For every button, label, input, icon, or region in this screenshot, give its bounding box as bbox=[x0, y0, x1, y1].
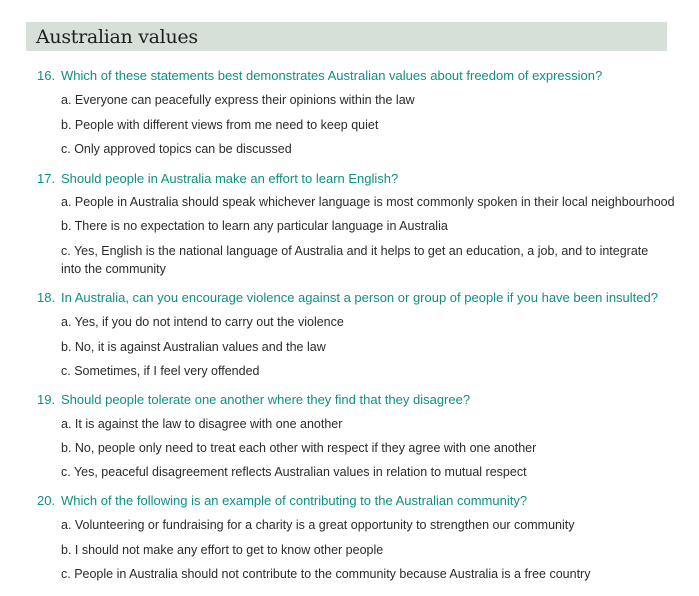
question-number: 18. bbox=[37, 290, 56, 305]
section-title: Australian values bbox=[36, 26, 198, 48]
question-text: Should people tolerate one another where they find that they disagree? bbox=[61, 392, 471, 407]
answer-option[interactable]: b. People with different views from me need to keep quiet bbox=[61, 118, 379, 132]
answer-option[interactable]: a. It is against the law to disagree with one another bbox=[61, 417, 343, 431]
answer-option[interactable]: c. Yes, English is the national language of Australia and it helps to get an education, a job, and to integrate into the community bbox=[61, 244, 649, 276]
question-number: 20. bbox=[37, 493, 56, 508]
answer-option[interactable]: c. Yes, peaceful disagreement reflects Australian values in relation to mutual respect bbox=[61, 465, 527, 479]
answer-option[interactable]: c. People in Australia should not contribute to the community because Australia is a free country bbox=[61, 567, 591, 581]
answer-option[interactable]: a. People in Australia should speak whichever language is most commonly spoken in their local neighbourhood bbox=[61, 195, 675, 209]
answer-option[interactable]: b. I should not make any effort to get to know other people bbox=[61, 543, 384, 557]
question-number: 19. bbox=[37, 392, 56, 407]
section-header bbox=[26, 22, 667, 51]
answer-option[interactable]: a. Yes, if you do not intend to carry out the violence bbox=[61, 315, 344, 329]
question-number: 17. bbox=[37, 171, 56, 186]
answer-option[interactable]: b. No, it is against Australian values and the law bbox=[61, 340, 326, 354]
question-number: 16. bbox=[37, 68, 56, 83]
answer-option[interactable]: c. Sometimes, if I feel very offended bbox=[61, 364, 260, 378]
question-text: Which of these statements best demonstrates Australian values about freedom of expression? bbox=[61, 68, 603, 83]
answer-option[interactable]: b. No, people only need to treat each other with respect if they agree with one another bbox=[61, 441, 537, 455]
question-text: In Australia, can you encourage violence against a person or group of people if you have been insulted? bbox=[61, 290, 658, 305]
answer-option[interactable]: c. Only approved topics can be discussed bbox=[61, 142, 292, 156]
question-text: Which of the following is an example of contributing to the Australian community? bbox=[61, 493, 528, 508]
answer-option[interactable]: a. Everyone can peacefully express their opinions within the law bbox=[61, 93, 415, 107]
question-text: Should people in Australia make an effort to learn English? bbox=[61, 171, 399, 186]
answer-option[interactable]: b. There is no expectation to learn any particular language in Australia bbox=[61, 219, 448, 233]
answer-option[interactable]: a. Volunteering or fundraising for a charity is a great opportunity to strengthen our community bbox=[61, 518, 575, 532]
